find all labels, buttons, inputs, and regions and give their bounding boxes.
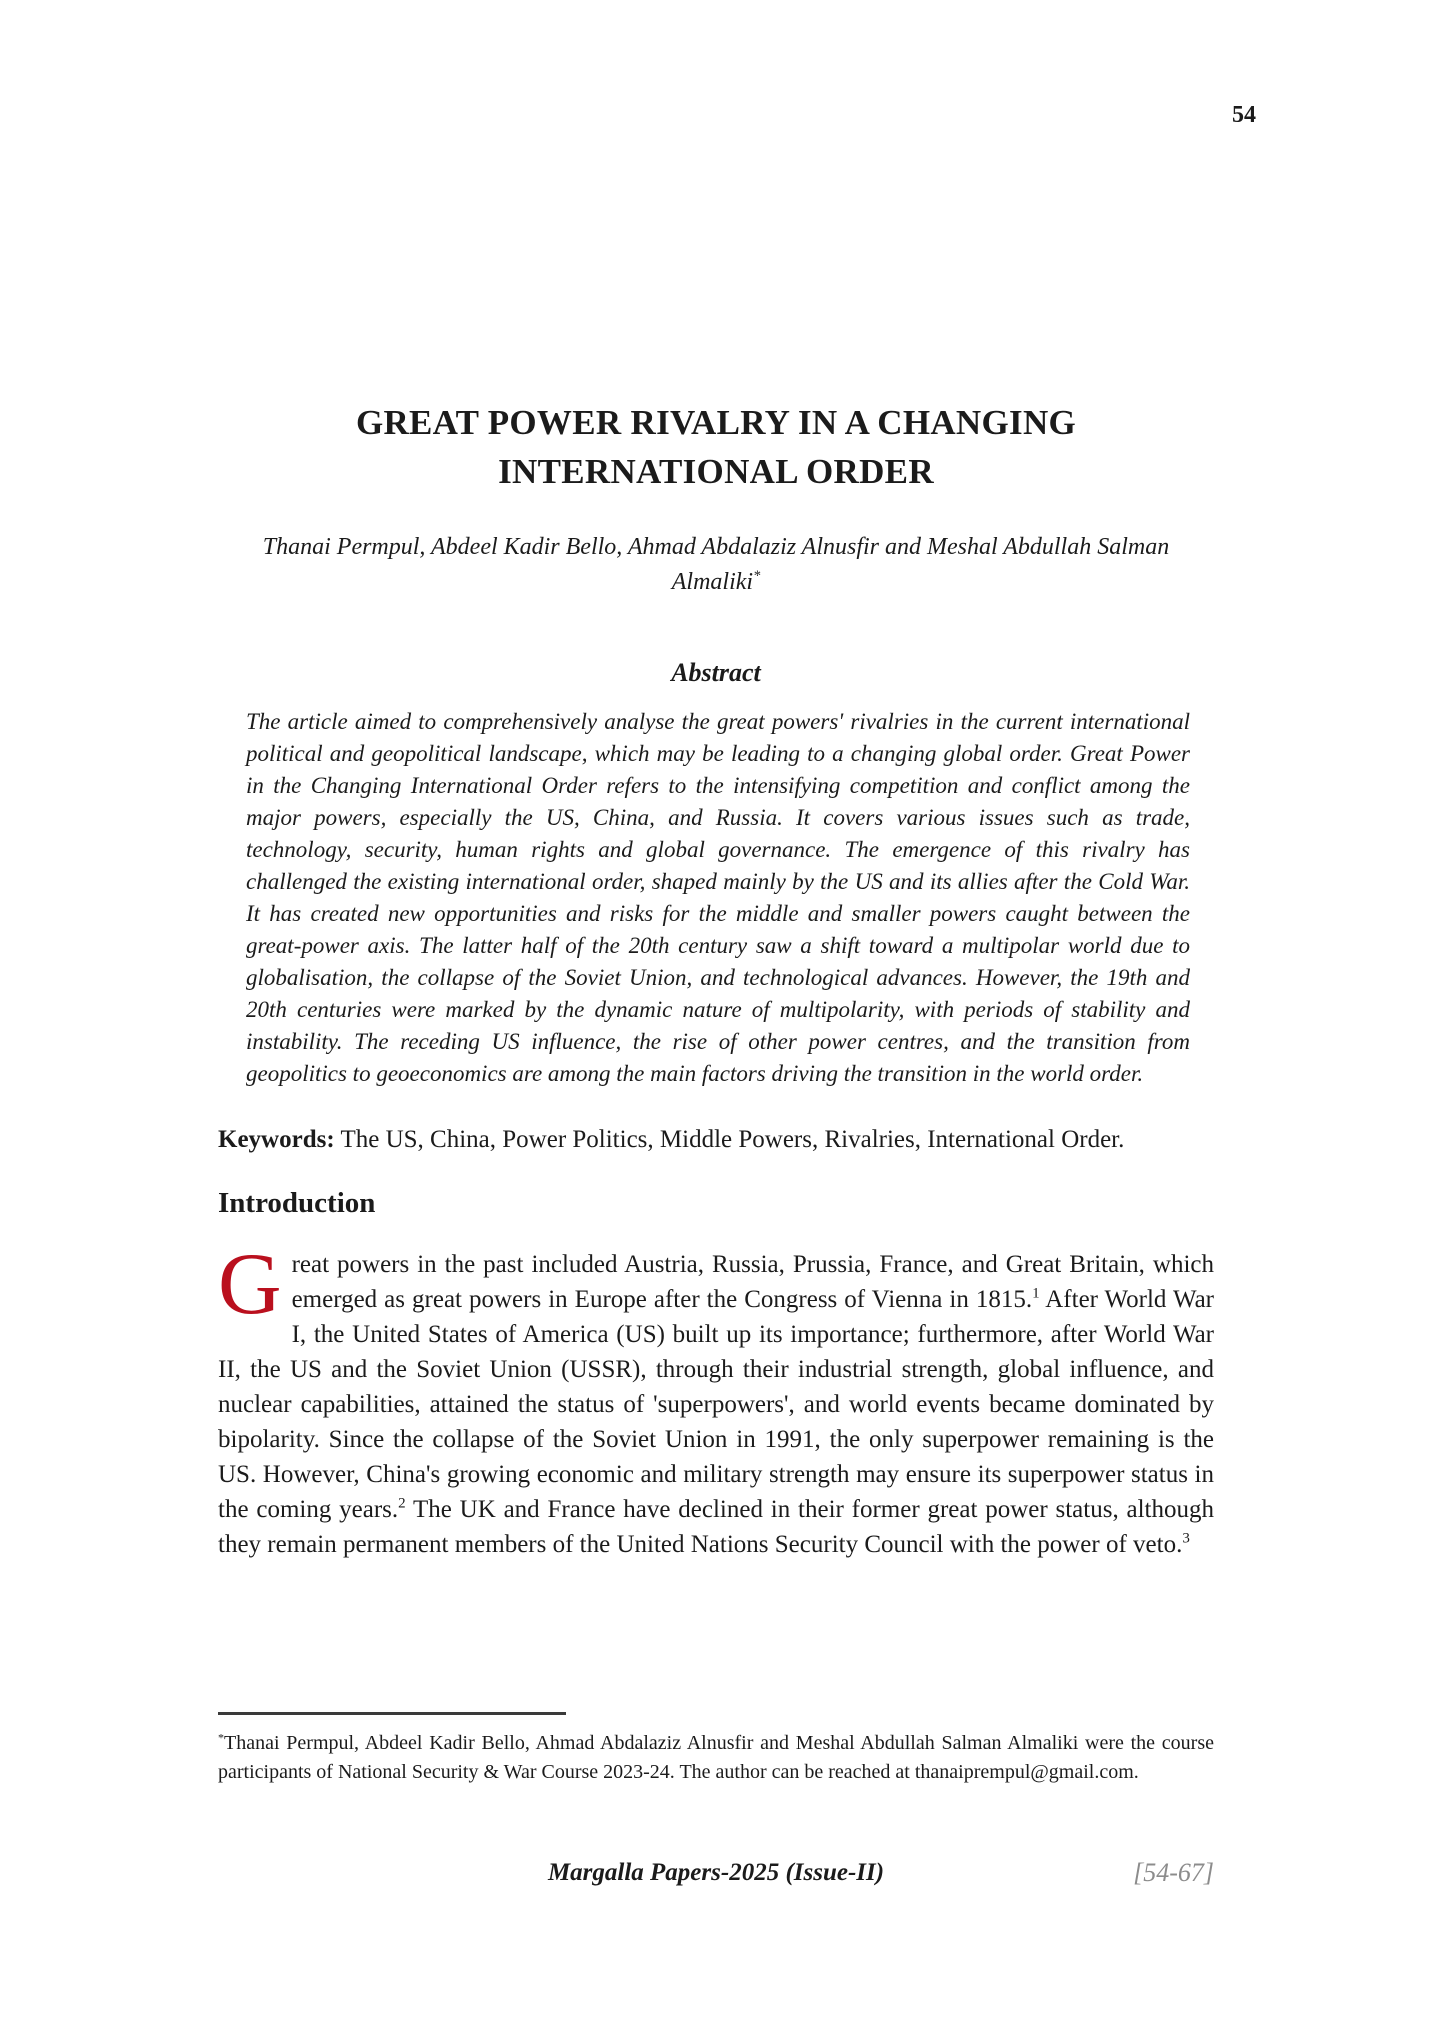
abstract-text: The article aimed to comprehensively analyse the great powers' rivalries in the current international political and geopolitical landscape, which may be leading to a changing global order. Great Power in the Changing International Order refers to the intensifying competition and conflict among the major powers, especially the US, China, and Russia. It covers various issues such as trade, technology, security, human rights and global governance. The emergence of this rivalry has challenged the existing international order, shaped mainly by the US and its allies after the Cold War. It has created new opportunities and risks for the middle and smaller powers caught between the great-power axis. The latter half of the 20th century saw a shift toward a multipolar world due to globalisation, the collapse of the Soviet Union, and technological advances. However, the 19th and 20th centuries were marked by the dynamic nature of multipolarity, with periods of stability and instability. The receding US influence, the rise of other power centres, and the transition from geopolitics to geoeconomics are among the main factors driving the transition in the world order. — [246, 709, 1190, 1086]
footnote-separator-rule — [218, 1712, 566, 1715]
page-number: 54 — [1232, 102, 1256, 128]
intro-text-part1: reat powers in the past included Austria, Russia, Prussia, France, and Great Britain, which emerged as great powers in Europe after the Congress of Vienna in 1815. — [291, 1251, 1214, 1314]
article-title-line1: GREAT POWER RIVALRY IN A CHANGING — [355, 403, 1077, 442]
footnote-body: Thanai Permpul, Abdeel Kadir Bello, Ahmad Abdalaziz Alnusfir and Meshal Abdullah Salman Almaliki were the course participants of National Security & War Course 2023-24. The author can be reached at thanaiprempul@gmail.com. — [218, 1732, 1214, 1783]
footnote-ref-3: 3 — [1182, 1530, 1190, 1547]
abstract-heading: Abstract — [671, 658, 761, 687]
dropcap-letter: G — [218, 1236, 282, 1334]
keywords-label: Keywords: — [218, 1126, 335, 1153]
intro-paragraph — [218, 1236, 1214, 1562]
footnote-text — [218, 1729, 1214, 1787]
footnote-ref-2: 2 — [398, 1495, 406, 1512]
footnote-mark: * — [218, 1730, 224, 1745]
authors-line — [218, 530, 1214, 600]
keywords-line — [218, 1122, 1214, 1157]
article-title-line2: INTERNATIONAL ORDER — [498, 452, 934, 491]
article-title — [218, 398, 1214, 496]
footer-journal-title: Margalla Papers-2025 (Issue-II) — [547, 1859, 885, 1886]
page-footer — [218, 1856, 1214, 1890]
footer-page-range: [54-67] — [1133, 1858, 1214, 1887]
authors-footnote-mark: * — [753, 568, 761, 584]
keywords-text: The US, China, Power Politics, Middle Powers, Rivalries, International Order. — [340, 1126, 1125, 1153]
intro-text-part3: The UK and France have declined in their former great power status, although they remain permanent members of the United Nations Security Council with the power of veto. — [218, 1496, 1214, 1559]
intro-text-part2: After World War I, the United States of America (US) built up its importance; furthermore, after World War II, the US and the Soviet Union (USSR), through their industrial strength, global influence, and nuclear capabilities, attained the status of 'superpowers', and world events became dominated by bipolarity. Since the collapse of the Soviet Union in 1991, the only superpower remaining is the US. However, China's growing economic and military strength may ensure its superpower status in the coming years. — [218, 1286, 1214, 1524]
page-content — [218, 0, 1214, 1562]
footnote-ref-1: 1 — [1032, 1285, 1040, 1302]
footnote-block — [218, 1712, 1214, 1787]
authors-names: Thanai Permpul, Abdeel Kadir Bello, Ahmad Abdalaziz Alnusfir and Meshal Abdullah Salman Almaliki — [262, 534, 1170, 595]
section-heading-introduction: Introduction — [218, 1187, 376, 1219]
